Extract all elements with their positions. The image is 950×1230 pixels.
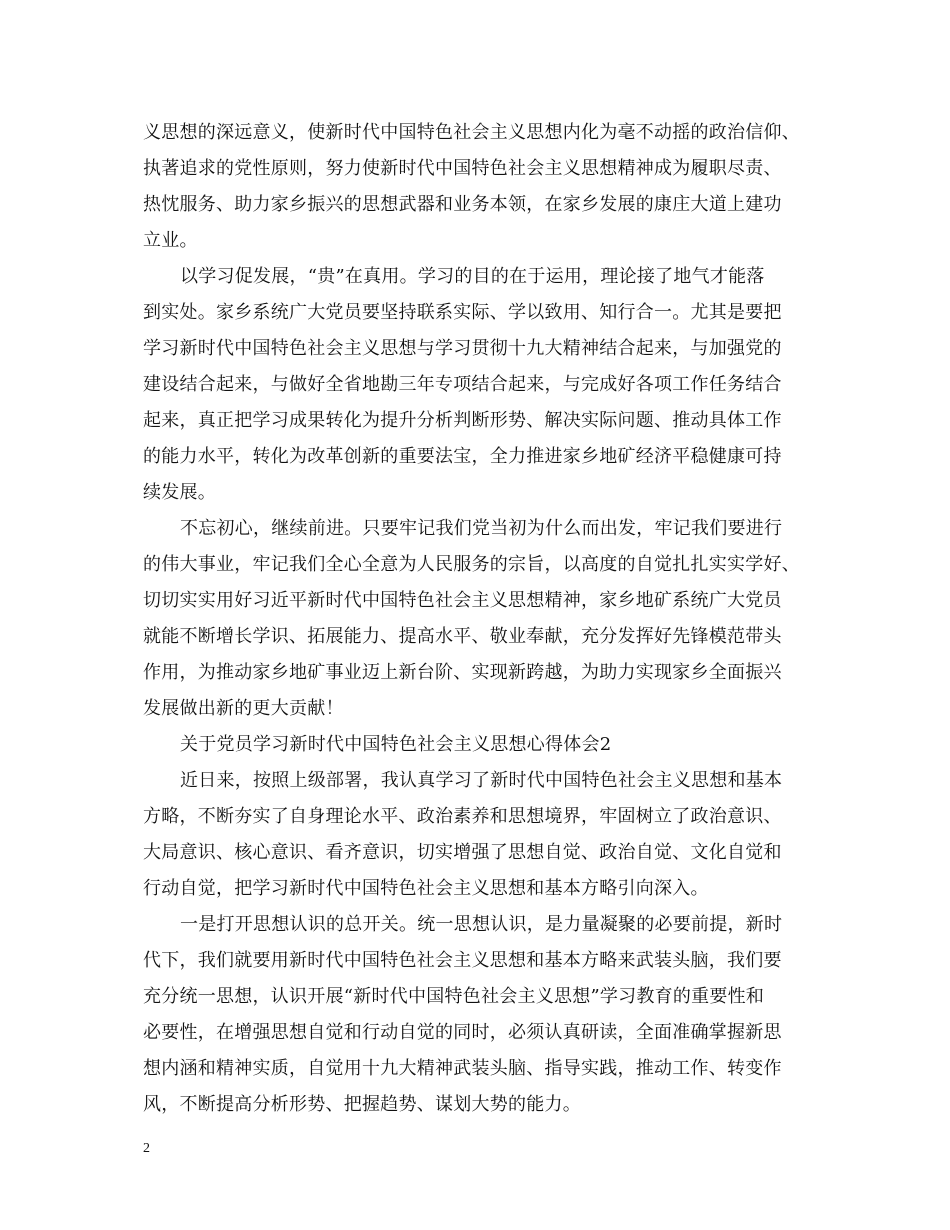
text-line: 发展做出新的更大贡献！ — [143, 698, 344, 719]
text-line: 就能不断增长学识、拓展能力、提高水平、敬业奉献，充分发挥好先锋模范带头 — [143, 626, 782, 647]
text-line: 执著追求的党性原则，努力使新时代中国特色社会主义思想精神成为履职尽责、 — [143, 158, 782, 179]
text-line: 想内涵和精神实质，自觉用十九大精神武装头脑、指导实践，推动工作、转变作 — [143, 1058, 782, 1079]
text-line: 行动自觉，把学习新时代中国特色社会主义思想和基本方略引向深入。 — [143, 878, 709, 899]
text-line: 学习新时代中国特色社会主义思想与学习贯彻十九大精神结合起来，与加强党的 — [143, 338, 782, 359]
text-line: 大局意识、核心意识、看齐意识，切实增强了思想自觉、政治自觉、文化自觉和 — [143, 842, 782, 863]
paragraph-first-line: 一是打开思想认识的总开关。统一思想认识，是力量凝聚的必要前提，新时 — [180, 914, 783, 935]
text-line: 充分统一思想，认识开展“新时代中国特色社会主义思想”学习教育的重要性和 — [143, 986, 765, 1007]
text-line: 方略，不断夯实了自身理论水平、政治素养和思想境界，牢固树立了政治意识、 — [143, 806, 782, 827]
text-line: 到实处。家乡系统广大党员要坚持联系实际、学以致用、知行合一。尤其是要把 — [143, 302, 782, 323]
text-line: 代下，我们就要用新时代中国特色社会主义思想和基本方略来武装头脑，我们要 — [143, 950, 782, 971]
text-line: 的能力水平，转化为改革创新的重要法宝，全力推进家乡地矿经济平稳健康可持 — [143, 446, 782, 467]
text-line: 起来，真正把学习成果转化为提升分析判断形势、解决实际问题、推动具体工作 — [143, 410, 782, 431]
text-line: 切切实实用好习近平新时代中国特色社会主义思想精神，家乡地矿系统广大党员 — [143, 590, 782, 611]
text-line: 风，不断提高分析形势、把握趋势、谋划大势的能力。 — [143, 1094, 581, 1115]
paragraph-first-line: 以学习促发展，“贵”在真用。学习的目的在于运用，理论接了地气才能落 — [180, 266, 765, 287]
text-line: 义思想的深远意义，使新时代中国特色社会主义思想内化为毫不动摇的政治信仰、 — [143, 122, 800, 143]
text-line: 立业。 — [143, 230, 198, 251]
paragraph-first-line: 近日来，按照上级部署，我认真学习了新时代中国特色社会主义思想和基本 — [180, 770, 783, 791]
paragraph-first-line: 不忘初心，继续前进。只要牢记我们党当初为什么而出发，牢记我们要进行 — [180, 518, 783, 539]
page-number: 2 — [143, 1141, 150, 1156]
text-line: 建设结合起来，与做好全省地勘三年专项结合起来，与完成好各项工作任务结合 — [143, 374, 782, 395]
text-line: 续发展。 — [143, 482, 216, 503]
text-line: 必要性，在增强思想自觉和行动自觉的同时，必须认真研读，全面准确掌握新思 — [143, 1022, 782, 1043]
text-line: 作用，为推动家乡地矿事业迈上新台阶、实现新跨越，为助力实现家乡全面振兴 — [143, 662, 782, 683]
text-line: 的伟大事业，牢记我们全心全意为人民服务的宗旨，以高度的自觉扎扎实实学好、 — [143, 554, 800, 575]
text-line: 热忱服务、助力家乡振兴的思想武器和业务本领，在家乡发展的康庄大道上建功 — [143, 194, 782, 215]
section-heading: 关于党员学习新时代中国特色社会主义思想心得体会2 — [180, 734, 612, 755]
